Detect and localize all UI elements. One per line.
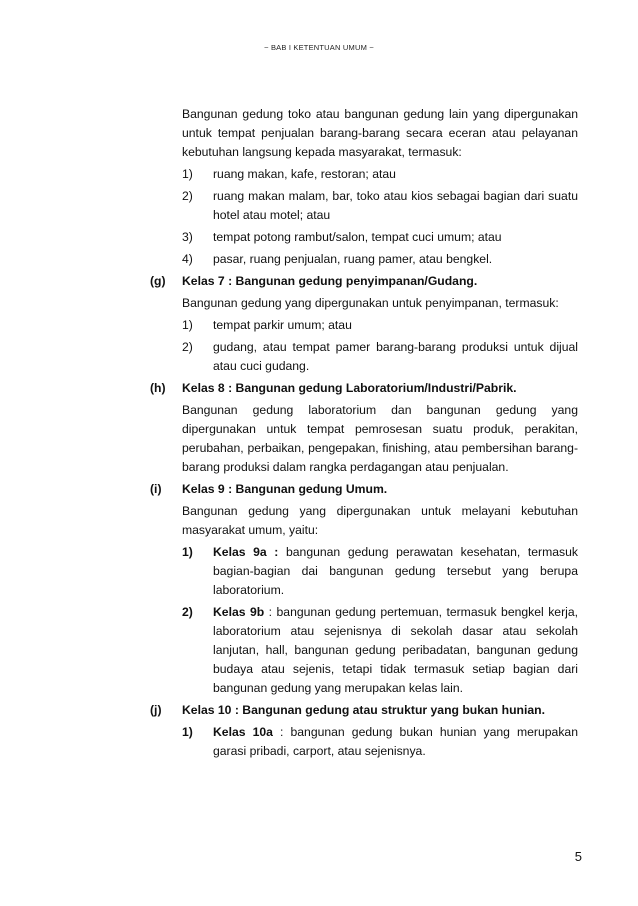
- page-number: 5: [574, 849, 582, 864]
- list-number: 2): [182, 340, 193, 354]
- section-marker: (i): [150, 482, 162, 496]
- section-paragraph: Bangunan gedung laboratorium dan bangunan gedung yang dipergunakan untuk tempat pemrosesan suatu produk, perakitan, perubahan, perbaikan, pengepakan, finishing, atau pembersihan barang-barang produksi dalam rangka perdagangan atau penjualan.: [182, 403, 578, 474]
- section-marker: (g): [150, 274, 166, 288]
- list-number: 2): [182, 189, 193, 203]
- list-text: bangunan gedung perawatan kesehatan, termasuk bagian-bagian dai bangunan gedung tersebut yang berupa laboratorium.: [213, 545, 578, 597]
- section-paragraph: Bangunan gedung yang dipergunakan untuk penyimpanan, termasuk:: [182, 296, 559, 310]
- list-text: ruang makan, kafe, restoran; atau: [213, 167, 396, 181]
- list-number: 1): [182, 725, 193, 739]
- section-heading-j: [150, 701, 578, 720]
- section-title: Kelas 9 : Bangunan gedung Umum.: [182, 482, 388, 496]
- list-term: Kelas 10a: [213, 725, 273, 739]
- list-item: [150, 250, 578, 269]
- list-term: Kelas 9b: [213, 605, 265, 619]
- list-text: tempat parkir umum; atau: [213, 318, 352, 332]
- list-number: 1): [182, 545, 193, 559]
- list-item: [150, 316, 578, 335]
- section-heading-h: [150, 379, 578, 398]
- section-marker: (j): [150, 703, 162, 717]
- list-text: pasar, ruang penjualan, ruang pamer, atau bengkel.: [213, 252, 493, 266]
- running-header: ~ BAB I KETENTUAN UMUM ~: [264, 43, 374, 52]
- section-paragraph: Bangunan gedung yang dipergunakan untuk melayani kebutuhan masyarakat umum, yaitu:: [182, 504, 578, 537]
- list-text: gudang, atau tempat pamer barang-barang produksi untuk dijual atau cuci gudang.: [213, 340, 578, 373]
- section-title: Kelas 10 : Bangunan gedung atau struktur yang bukan hunian.: [182, 703, 545, 717]
- section-heading-i: [150, 480, 578, 499]
- list-item: [150, 187, 578, 225]
- list-item: [150, 165, 578, 184]
- list-text: : bangunan gedung pertemuan, termasuk bengkel kerja, laboratorium atau sejenisnya di sekolah dasar atau sekolah lanjutan, hall, bangunan gedung peribadatan, bangunan gedung budaya atau sejenis, tetapi tidak termasuk setiap bagian dari bangunan gedung yang merupakan kelas lain.: [213, 605, 578, 695]
- list-number: 4): [182, 252, 193, 266]
- section-title: Kelas 8 : Bangunan gedung Laboratorium/Industri/Pabrik.: [182, 381, 517, 395]
- list-term: Kelas 9a :: [213, 545, 279, 559]
- list-text: tempat potong rambut/salon, tempat cuci umum; atau: [213, 230, 502, 244]
- list-text: ruang makan malam, bar, toko atau kios sebagai bagian dari suatu hotel atau motel; atau: [213, 189, 578, 222]
- list-item: [150, 603, 578, 698]
- section-title: Kelas 7 : Bangunan gedung penyimpanan/Gudang.: [182, 274, 478, 288]
- list-number: 3): [182, 230, 193, 244]
- list-item: [150, 723, 578, 761]
- list-number: 1): [182, 318, 193, 332]
- list-number: 2): [182, 605, 193, 619]
- intro-paragraph: Bangunan gedung toko atau bangunan gedung lain yang dipergunakan untuk tempat penjualan barang-barang secara eceran atau pelayanan kebutuhan langsung kepada masyarakat, termasuk:: [182, 107, 578, 159]
- section-marker: (h): [150, 381, 166, 395]
- list-number: 1): [182, 167, 193, 181]
- list-text: : bangunan gedung bukan hunian yang merupakan garasi pribadi, carport, atau sejenisnya.: [213, 725, 578, 758]
- section-heading-g: [150, 272, 578, 291]
- list-item: [150, 228, 578, 247]
- list-item: [150, 543, 578, 600]
- list-item: [150, 338, 578, 376]
- document-body: [150, 105, 578, 761]
